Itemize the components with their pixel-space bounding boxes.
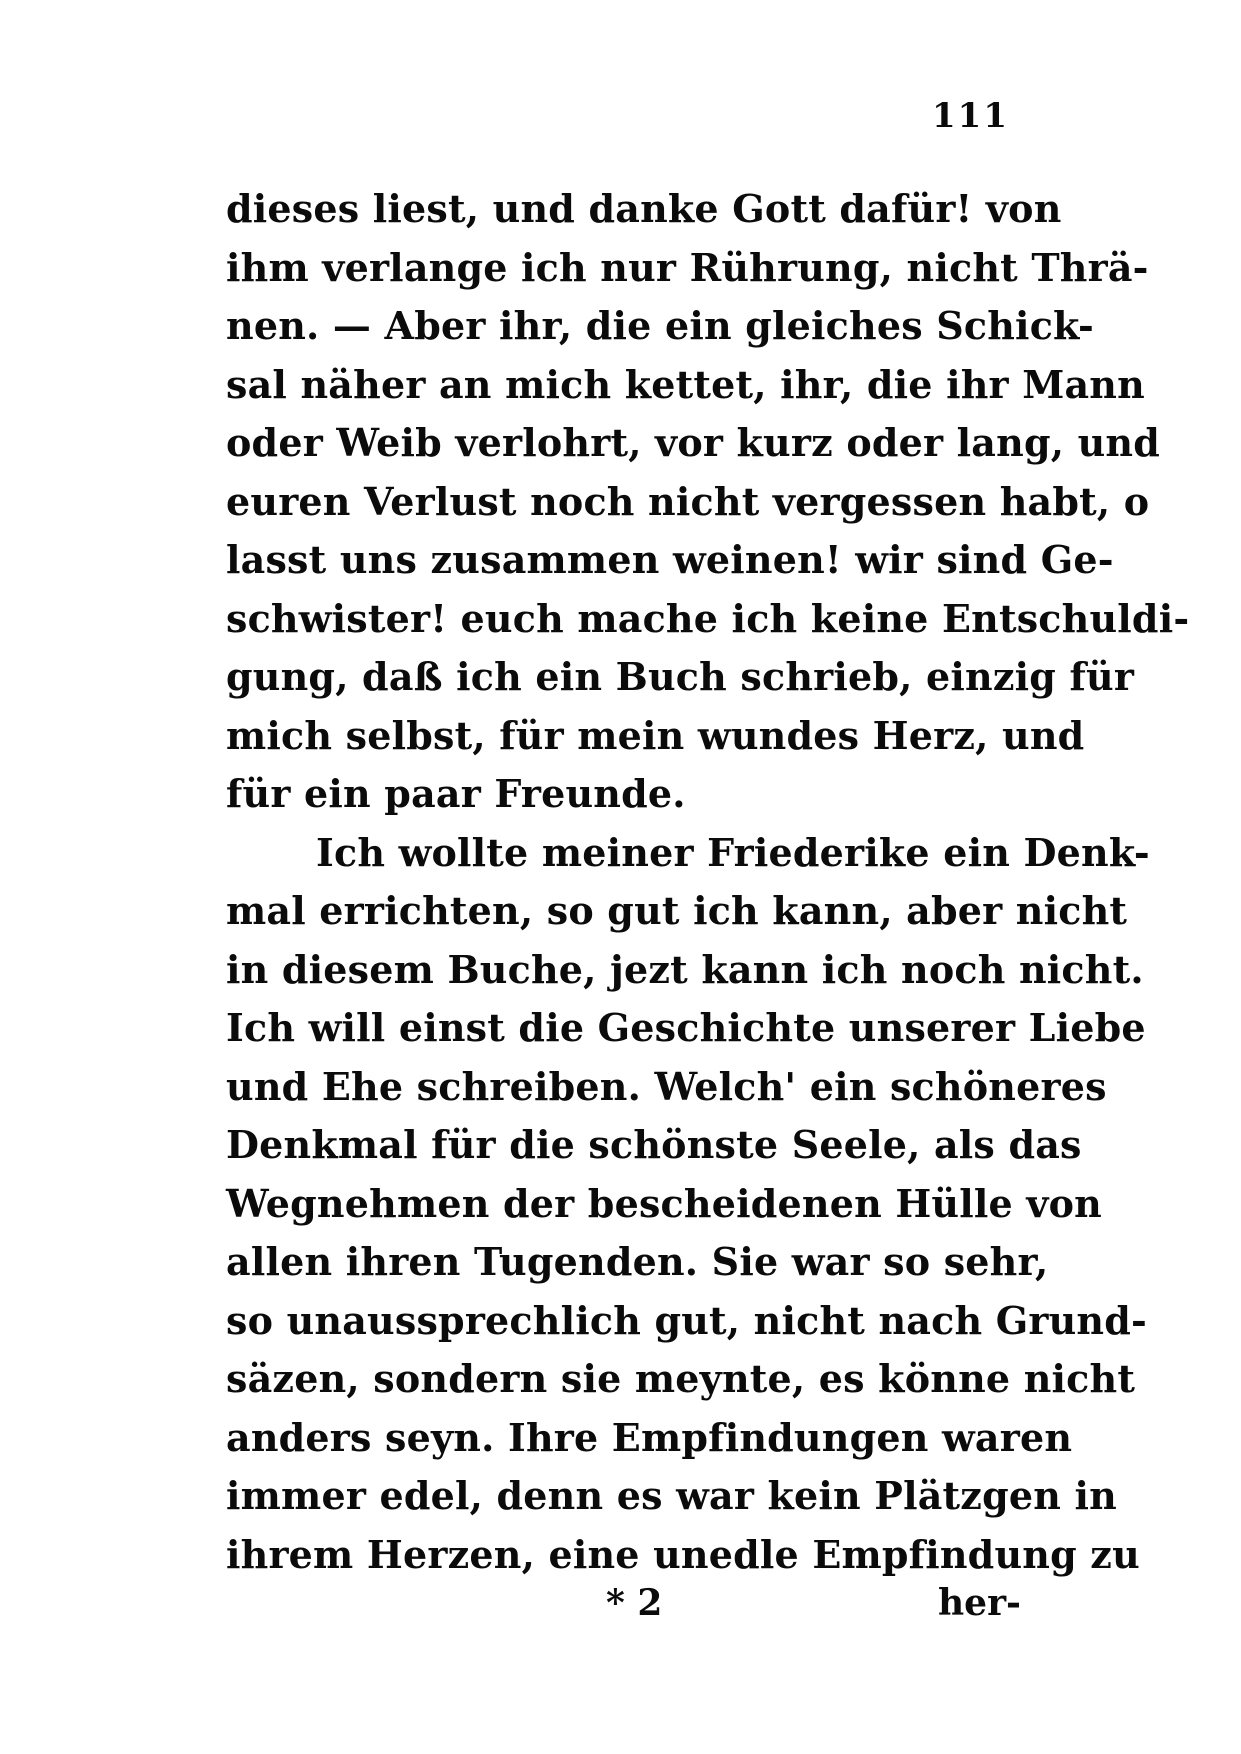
text-line: so unaussprechlich gut, nicht nach Grund- — [226, 1297, 1147, 1343]
text-line: dieses liest, und danke Gott dafür! von — [226, 186, 1062, 231]
text-line: in diesem Buche, jezt kann ich noch nicht. — [226, 946, 1144, 992]
text-line: ihrem Herzen, eine unedle Empfindung zu — [226, 1531, 1140, 1577]
signature-mark: * 2 — [606, 1582, 663, 1624]
page-footer — [226, 1582, 1021, 1632]
catchword: her- — [938, 1582, 1021, 1624]
text-line: für ein paar Freunde. — [226, 771, 686, 816]
text-line: Ich will einst die Geschichte unserer Liebe — [226, 1005, 1146, 1050]
text-line: lasst uns zusammen weinen! wir sind Ge- — [226, 537, 1114, 582]
text-line: schwister! euch mache ich keine Entschuldi- — [226, 595, 1190, 641]
text-line: ihm verlange ich nur Rührung, nicht Thrä- — [226, 244, 1149, 290]
text-line: mal errichten, so gut ich kann, aber nicht — [226, 888, 1128, 933]
text-line: gung, daß ich ein Buch schrieb, einzig für — [226, 654, 1135, 699]
text-line: mich selbst, für mein wundes Herz, und — [226, 712, 1085, 758]
text-line: Wegnehmen der bescheidenen Hülle von — [226, 1180, 1102, 1226]
text-line: oder Weib verlohrt, vor kurz oder lang, und — [226, 420, 1160, 465]
text-line: säzen, sondern sie meynte, es könne nicht — [226, 1356, 1136, 1401]
text-line: euren Verlust noch nicht vergessen habt, o — [226, 478, 1150, 524]
text-line: Ich wollte meiner Friederike ein Denk- — [316, 829, 1150, 875]
body-text — [226, 180, 1190, 1584]
text-line: und Ehe schreiben. Welch' ein schöneres — [226, 1063, 1107, 1109]
text-line: allen ihren Tugenden. Sie war so sehr, — [226, 1239, 1049, 1284]
page-number: 111 — [932, 96, 1009, 136]
text-line: anders seyn. Ihre Empfindungen waren — [226, 1414, 1073, 1460]
text-line: nen. — Aber ihr, die ein gleiches Schick- — [226, 303, 1094, 348]
text-line: Denkmal für die schönste Seele, als das — [226, 1122, 1082, 1167]
text-line: immer edel, denn es war kein Plätzgen in — [226, 1473, 1117, 1518]
text-line: sal näher an mich kettet, ihr, die ihr Mann — [226, 361, 1145, 407]
